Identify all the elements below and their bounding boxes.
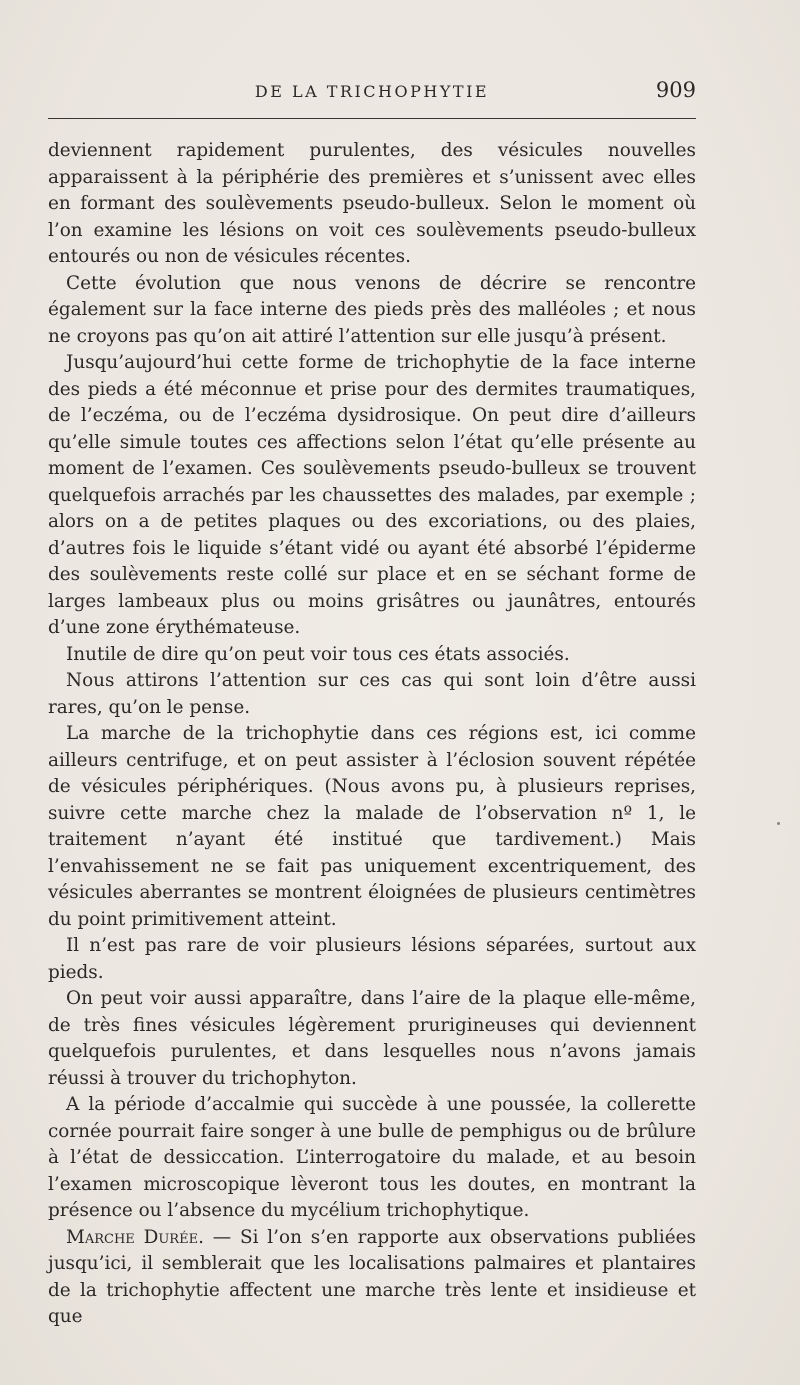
paragraph-9: A la période d’accalmie qui succède à une poussée, la collerette cornée pourrait faire songer à une bulle de pemphigus ou de brûlure à l’état de dessiccation. L’interrogatoire du malade, et au besoin l’examen microscopique lèveront tous les doutes, en montrant la présence ou l’absence du mycélium trichophytique. (48, 1094, 696, 1221)
paragraph-7: Il n’est pas rare de voir plusieurs lésions séparées, surtout aux pieds. (48, 935, 696, 983)
page-number: 909 (655, 78, 696, 102)
header-rule (48, 118, 696, 119)
body-text (48, 138, 696, 1331)
paragraph-section (48, 1225, 696, 1331)
section-text: — Si l’on s’en rapporte aux observations publiées jusqu’ici, il semblerait que les localisations palmaires et plantaires de la trichophytie affectent une marche très lente et insidieuse et que (48, 1226, 696, 1327)
paragraph-5: Nous attirons l’attention sur ces cas qui sont loin d’être aussi rares, qu’on le pense. (48, 670, 696, 718)
running-title: DE LA TRICHOPHYTIE (254, 82, 490, 101)
section-heading: Marche Durée. (66, 1226, 204, 1248)
paragraph-3: Jusqu’aujourd’hui cette forme de trichophytie de la face interne des pieds a été méconnue et prise pour des dermites traumatiques, de l’eczéma, ou de l’eczéma dysidrosique. On peut dire d’ailleurs qu’elle simule toutes ces affections selon l’état qu’elle présente au moment de l’examen. Ces soulèvements pseudo-bulleux se trouvent quelquefois arrachés par les chaussettes des malades, par exemple ; alors on a de petites plaques ou des excoriations, ou des plaies, d’autres fois le liquide s’étant vidé ou ayant été absorbé l’épiderme des soulèvements reste collé sur place et en se séchant forme de larges lambeaux plus ou moins grisâtres ou jaunâtres, entourés d’une zone érythémateuse. (48, 352, 696, 638)
paragraph-2: Cette évolution que nous venons de décrire se rencontre également sur la face interne des pieds près des malléoles ; et nous ne croyons pas qu’on ait attiré l’attention sur elle jusqu’à présent. (48, 272, 696, 347)
paragraph-8: On peut voir aussi apparaître, dans l’aire de la plaque elle-même, de très fines vésicules légèrement prurigineuses qui deviennent quelquefois purulentes, et dans lesquelles nous n’avons jamais réussi à trouver du trichophyton. (48, 988, 696, 1089)
running-head (48, 76, 696, 106)
paper-speck (777, 822, 780, 825)
paragraph-6: La marche de la trichophytie dans ces régions est, ici comme ailleurs centrifuge, et on peut assister à l’éclosion souvent répétée de vésicules périphériques. (Nous avons pu, à plusieurs reprises, suivre cette marche chez la malade de l’observation nº 1, le traitement n’ayant été institué que tardivement.) Mais l’envahissement ne se fait pas uniquement excentriquement, des vésicules aberrantes se montrent éloignées de plusieurs centimètres du point primitivement atteint. (48, 723, 696, 930)
paragraph-1: deviennent rapidement purulentes, des vésicules nouvelles apparaissent à la périphérie des premières et s’unissent avec elles en formant des soulèvements pseudo-bulleux. Selon le moment où l’on examine les lésions on voit ces soulèvements pseudo-bulleux entourés ou non de vésicules récentes. (48, 140, 696, 267)
paragraph-4: Inutile de dire qu’on peut voir tous ces états associés. (66, 643, 570, 665)
